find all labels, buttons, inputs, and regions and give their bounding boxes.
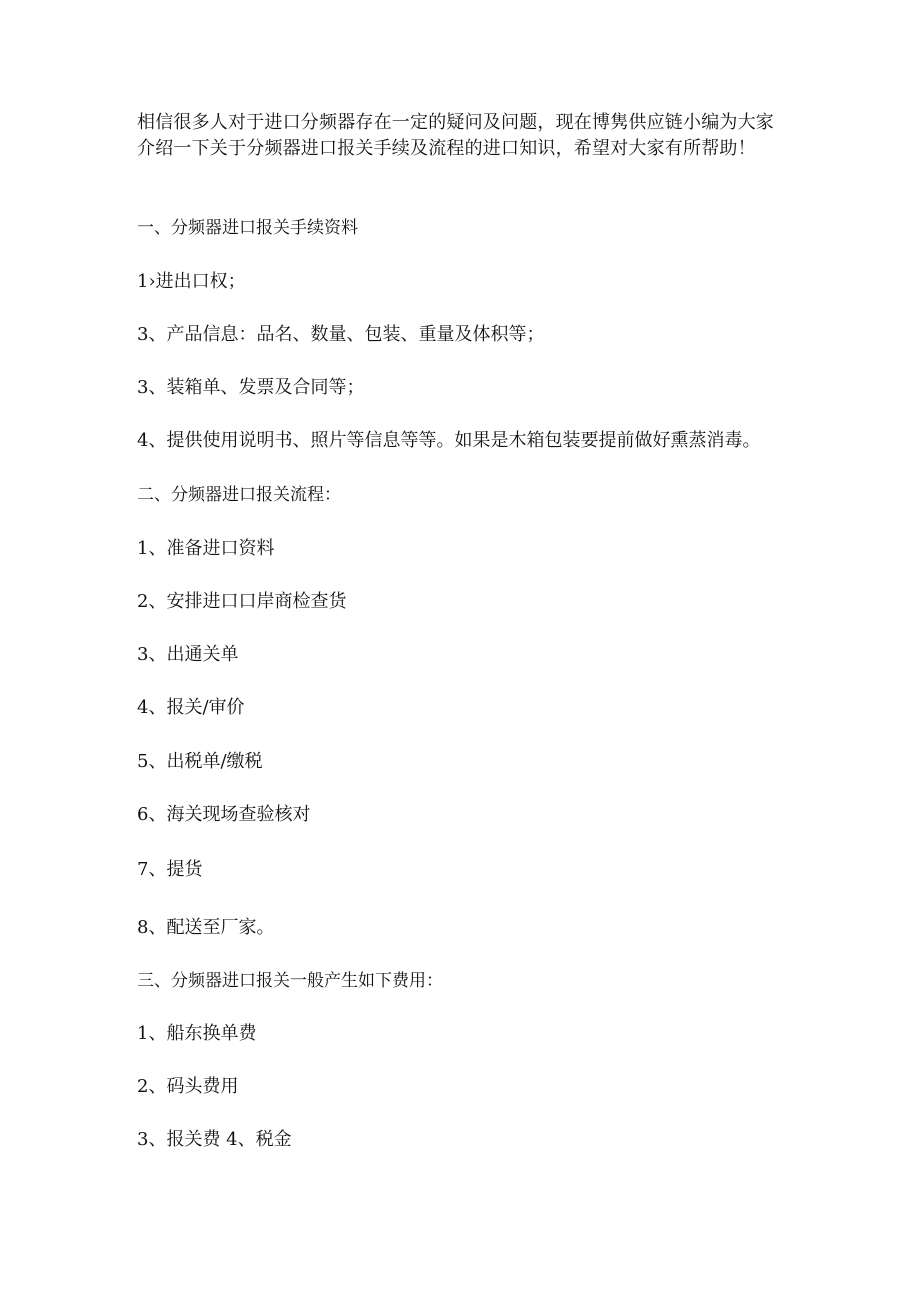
section-heading-process: 二、分频器进口报关流程： <box>137 485 341 505</box>
list-item: 3、报关费 4、税金 <box>137 1129 292 1150</box>
list-item: 3、装箱单、发票及合同等； <box>137 377 365 398</box>
list-item: 1、船东换单费 <box>137 1023 257 1044</box>
list-item: 1、准备进口资料 <box>137 538 275 559</box>
section-heading-fees: 三、分频器进口报关一般产生如下费用： <box>137 971 443 991</box>
list-item: 8、配送至厂家。 <box>137 917 275 938</box>
list-item: 2、码头费用 <box>137 1076 239 1097</box>
list-item: 6、海关现场查验核对 <box>137 804 311 825</box>
list-item: 3、出通关单 <box>137 644 239 665</box>
list-item: 3、产品信息：品名、数量、包装、重量及体积等； <box>137 324 545 345</box>
list-item: 7、提货 <box>137 859 203 880</box>
intro-paragraph: 相信很多人对于进口分频器存在一定的疑问及问题，现在博隽供应链小编为大家介绍一下关于分频器进口报关手续及流程的进口知识，希望对大家有所帮助！ <box>137 112 774 159</box>
list-item: 1›进出口权； <box>137 271 246 292</box>
list-item: 4、提供使用说明书、照片等信息等等。如果是木箱包装要提前做好熏蒸消毒。 <box>137 430 761 451</box>
list-item: 4、报关/审价 <box>137 697 245 718</box>
list-item: 5、出税单/缴税 <box>137 751 263 772</box>
list-item: 2、安排进口口岸商检查货 <box>137 591 347 612</box>
section-heading-documents: 一、分频器进口报关手续资料 <box>137 218 358 238</box>
